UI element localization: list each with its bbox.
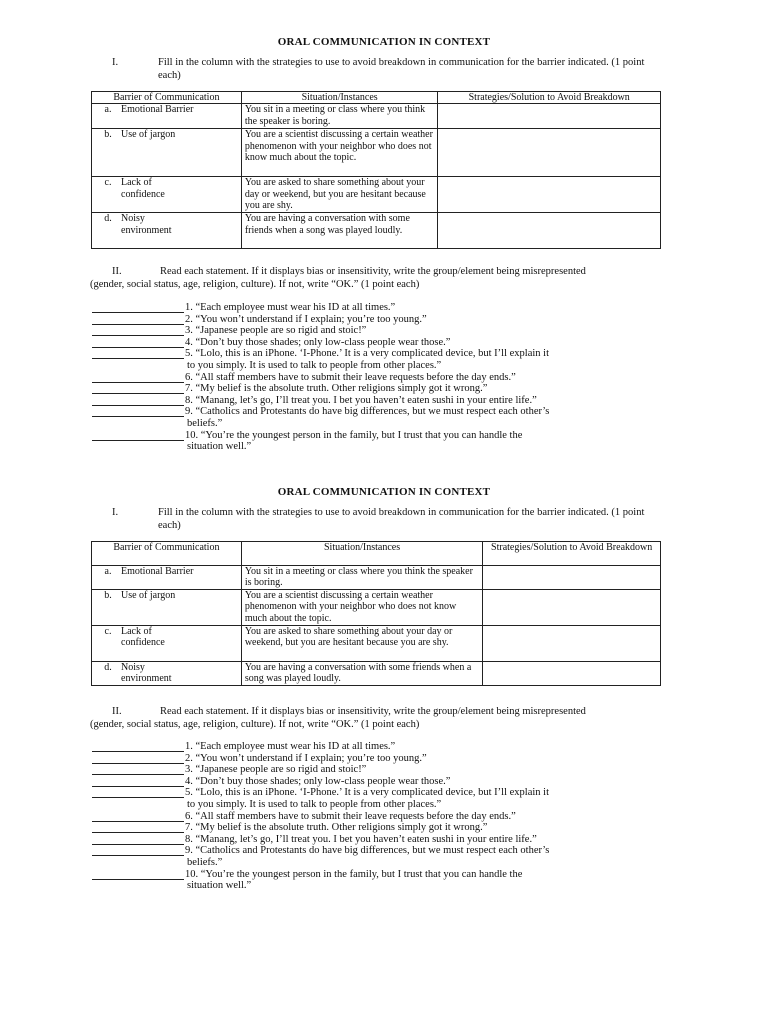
answer-blank[interactable] bbox=[92, 787, 184, 798]
item-text: “My belief is the absolute truth. Other religions simply got it wrong.” bbox=[195, 383, 488, 395]
answer-blank[interactable] bbox=[92, 337, 184, 348]
statement-list bbox=[92, 302, 652, 453]
table-header-row bbox=[92, 92, 661, 104]
row-letter: b. bbox=[104, 129, 112, 141]
item-text: “You’re the youngest person in the family, but I trust that you can handle the bbox=[200, 429, 523, 441]
item-number: 1. bbox=[185, 741, 193, 752]
list-item bbox=[92, 753, 652, 765]
item-number: 4. bbox=[185, 336, 193, 348]
answer-blank[interactable] bbox=[92, 383, 184, 394]
barrier-cell bbox=[92, 590, 242, 626]
list-item bbox=[92, 314, 652, 326]
item-text: “Japanese people are so rigid and stoic!” bbox=[195, 325, 367, 337]
strategy-answer-cell[interactable] bbox=[483, 626, 661, 662]
item-text: “My belief is the absolute truth. Other religions simply got it wrong.” bbox=[195, 822, 488, 834]
item-text: “Lolo, this is an iPhone. ‘I-Phone.’ It is a very complicated device, but I’ll explain it bbox=[195, 348, 550, 360]
row-letter: c. bbox=[104, 626, 112, 637]
answer-blank[interactable] bbox=[92, 395, 184, 406]
table-row bbox=[92, 626, 661, 662]
list-item bbox=[92, 406, 652, 418]
row-letter: a. bbox=[104, 104, 112, 116]
barrier-name: Emotional Barrier bbox=[121, 566, 194, 577]
row-letter: a. bbox=[104, 566, 112, 577]
list-item bbox=[92, 325, 652, 337]
item-text-continued: situation well.” bbox=[187, 880, 252, 892]
item-text: “All staff members have to submit their leave requests before the day ends.” bbox=[195, 371, 516, 383]
item-text: “Manang, let’s go, I’ll treat you. I bet you haven’t eaten sushi in your entire life.” bbox=[195, 394, 537, 406]
strategy-answer-cell[interactable] bbox=[438, 213, 661, 249]
answer-blank[interactable] bbox=[92, 372, 184, 383]
answer-blank[interactable] bbox=[92, 302, 184, 313]
situation-cell: You sit in a meeting or class where you think the speaker is boring. bbox=[241, 566, 482, 590]
item-number: 6. bbox=[185, 810, 193, 822]
item-text: “Don’t buy those shades; only low-class people wear those.” bbox=[195, 775, 451, 787]
part-2-instruction bbox=[90, 266, 610, 291]
list-item bbox=[92, 337, 652, 349]
part-instruction-text: Read each statement. If it displays bias or insensitivity, write the group/element being misrepresented (gender, social status, age, religion, culture). If not, write “OK.” (1 point each) bbox=[90, 266, 586, 290]
item-text: “Japanese people are so rigid and stoic!” bbox=[195, 764, 367, 776]
list-item bbox=[92, 348, 652, 360]
barrier-name: Noisy environment bbox=[121, 213, 172, 236]
item-number: 5. bbox=[185, 348, 193, 360]
item-text: “Each employee must wear his ID at all times.” bbox=[195, 302, 396, 313]
worksheet-title: ORAL COMMUNICATION IN CONTEXT bbox=[277, 486, 491, 498]
list-item bbox=[92, 383, 652, 395]
item-number: 9. bbox=[185, 406, 193, 418]
item-text: “All staff members have to submit their leave requests before the day ends.” bbox=[195, 810, 516, 822]
barrier-cell bbox=[92, 626, 242, 662]
situation-cell: You are asked to share something about your day or weekend, but you are hesitant because you are shy. bbox=[241, 177, 438, 213]
list-item bbox=[92, 845, 652, 857]
item-number: 1. bbox=[185, 302, 193, 313]
item-text: “Lolo, this is an iPhone. ‘I-Phone.’ It is a very complicated device, but I’ll explain it bbox=[195, 787, 550, 799]
table-header: Barrier of Communication bbox=[92, 92, 242, 104]
row-letter: d. bbox=[104, 213, 112, 225]
list-item bbox=[92, 395, 652, 407]
barrier-cell bbox=[92, 662, 242, 686]
item-text: “Catholics and Protestants do have big differences, but we must respect each other’s bbox=[195, 406, 550, 418]
situation-cell: You sit in a meeting or class where you think the speaker is boring. bbox=[241, 104, 438, 129]
barrier-table bbox=[91, 541, 661, 686]
barrier-cell bbox=[92, 566, 242, 590]
table-header: Barrier of Communication bbox=[92, 542, 242, 566]
item-number: 4. bbox=[185, 775, 193, 787]
situation-cell: You are asked to share something about your day or weekend, but you are hesitant because you are shy. bbox=[241, 626, 482, 662]
item-number: 7. bbox=[185, 822, 193, 834]
answer-blank[interactable] bbox=[92, 741, 184, 752]
table-header-row bbox=[92, 542, 661, 566]
table-row bbox=[92, 104, 661, 129]
barrier-cell bbox=[92, 104, 242, 129]
answer-blank[interactable] bbox=[92, 811, 184, 822]
item-text-continued: to you simply. It is used to talk to people from other places.” bbox=[187, 798, 442, 810]
list-item bbox=[92, 302, 652, 314]
row-letter: c. bbox=[104, 177, 112, 189]
answer-blank[interactable] bbox=[92, 314, 184, 325]
situation-cell: You are having a conversation with some friends when a song was played loudly. bbox=[241, 662, 482, 686]
situation-cell: You are having a conversation with some friends when a song was played loudly. bbox=[241, 213, 438, 249]
part-instruction-text: Fill in the column with the strategies to use to avoid breakdown in communication for the barrier indicated. (1 point each) bbox=[158, 507, 645, 531]
answer-blank[interactable] bbox=[92, 776, 184, 787]
item-number: 3. bbox=[185, 764, 193, 776]
list-item bbox=[92, 764, 652, 776]
item-number: 2. bbox=[185, 313, 193, 325]
item-text: “You won’t understand if I explain; you’re too young.” bbox=[195, 313, 427, 325]
answer-blank[interactable] bbox=[92, 822, 184, 833]
barrier-name: Use of jargon bbox=[121, 590, 176, 601]
statement-list bbox=[92, 741, 652, 892]
answer-blank[interactable] bbox=[92, 348, 184, 359]
part-2-instruction bbox=[90, 706, 610, 731]
row-letter: d. bbox=[104, 662, 112, 673]
answer-blank[interactable] bbox=[92, 845, 184, 856]
answer-blank[interactable] bbox=[92, 753, 184, 764]
list-item bbox=[92, 822, 652, 834]
item-text: “Don’t buy those shades; only low-class people wear those.” bbox=[195, 336, 451, 348]
table-row bbox=[92, 177, 661, 213]
item-number: 3. bbox=[185, 325, 193, 337]
worksheet-title: ORAL COMMUNICATION IN CONTEXT bbox=[277, 36, 491, 48]
barrier-cell bbox=[92, 129, 242, 177]
item-number: 5. bbox=[185, 787, 193, 799]
table-header: Strategies/Solution to Avoid Breakdown bbox=[483, 542, 661, 566]
strategy-answer-cell[interactable] bbox=[483, 590, 661, 626]
table-row bbox=[92, 662, 661, 686]
item-number: 2. bbox=[185, 752, 193, 764]
answer-blank[interactable] bbox=[92, 406, 184, 417]
barrier-name: Lack of confidence bbox=[121, 177, 165, 200]
answer-blank[interactable] bbox=[92, 834, 184, 845]
situation-cell: You are a scientist discussing a certain weather phenomenon with your neighbor who does not know much about the topic. bbox=[241, 590, 482, 626]
item-number: 9. bbox=[185, 845, 193, 857]
part-instruction-text: Fill in the column with the strategies to use to avoid breakdown in communication for the barrier indicated. (1 point each) bbox=[158, 57, 645, 81]
table-header: Strategies/Solution to Avoid Breakdown bbox=[438, 92, 661, 104]
strategy-answer-cell[interactable] bbox=[438, 177, 661, 213]
answer-blank[interactable] bbox=[92, 430, 184, 441]
item-number: 10. bbox=[185, 429, 199, 441]
barrier-name: Noisy environment bbox=[121, 662, 172, 685]
answer-blank[interactable] bbox=[92, 869, 184, 880]
strategy-answer-cell[interactable] bbox=[438, 104, 661, 129]
item-number: 8. bbox=[185, 833, 193, 845]
barrier-name: Lack of confidence bbox=[121, 626, 165, 649]
barrier-name: Use of jargon bbox=[121, 129, 176, 141]
list-item bbox=[92, 430, 652, 442]
answer-blank[interactable] bbox=[92, 764, 184, 775]
item-text: “You won’t understand if I explain; you’re too young.” bbox=[195, 752, 427, 764]
list-item bbox=[92, 787, 652, 799]
part-numeral: I. bbox=[112, 57, 119, 68]
item-number: 8. bbox=[185, 394, 193, 406]
item-text: “Each employee must wear his ID at all times.” bbox=[195, 741, 396, 752]
item-number: 10. bbox=[185, 868, 199, 880]
table-header: Situation/Instances bbox=[241, 92, 438, 104]
barrier-table bbox=[91, 91, 661, 249]
answer-blank[interactable] bbox=[92, 325, 184, 336]
table-row bbox=[92, 213, 661, 249]
item-text-continued: beliefs.” bbox=[187, 417, 223, 429]
list-item bbox=[92, 811, 652, 823]
item-text: “You’re the youngest person in the family, but I trust that you can handle the bbox=[200, 868, 523, 880]
list-item bbox=[92, 869, 652, 881]
table-header: Situation/Instances bbox=[241, 542, 482, 566]
barrier-name: Emotional Barrier bbox=[121, 104, 194, 116]
list-item bbox=[92, 372, 652, 384]
strategy-answer-cell[interactable] bbox=[483, 662, 661, 686]
item-number: 6. bbox=[185, 371, 193, 383]
strategy-answer-cell[interactable] bbox=[438, 129, 661, 177]
strategy-answer-cell[interactable] bbox=[483, 566, 661, 590]
item-text: “Catholics and Protestants do have big differences, but we must respect each other’s bbox=[195, 845, 550, 857]
item-number: 7. bbox=[185, 383, 193, 395]
barrier-cell bbox=[92, 213, 242, 249]
table-row bbox=[92, 566, 661, 590]
item-text: “Manang, let’s go, I’ll treat you. I bet you haven’t eaten sushi in your entire life.” bbox=[195, 833, 537, 845]
list-item bbox=[92, 834, 652, 846]
table-row bbox=[92, 129, 661, 177]
list-item bbox=[92, 776, 652, 788]
part-instruction-text: Read each statement. If it displays bias or insensitivity, write the group/element being misrepresented (gender, social status, age, religion, culture). If not, write “OK.” (1 point each) bbox=[90, 706, 586, 730]
list-item bbox=[92, 741, 652, 753]
item-text-continued: to you simply. It is used to talk to people from other places.” bbox=[187, 359, 442, 371]
table-row bbox=[92, 590, 661, 626]
barrier-cell bbox=[92, 177, 242, 213]
part-numeral: II. bbox=[112, 706, 122, 717]
item-text-continued: beliefs.” bbox=[187, 856, 223, 868]
part-numeral: II. bbox=[112, 266, 122, 277]
part-numeral: I. bbox=[112, 507, 119, 518]
row-letter: b. bbox=[104, 590, 112, 601]
situation-cell: You are a scientist discussing a certain weather phenomenon with your neighbor who does not know much about the topic. bbox=[241, 129, 438, 177]
item-text-continued: situation well.” bbox=[187, 441, 252, 453]
